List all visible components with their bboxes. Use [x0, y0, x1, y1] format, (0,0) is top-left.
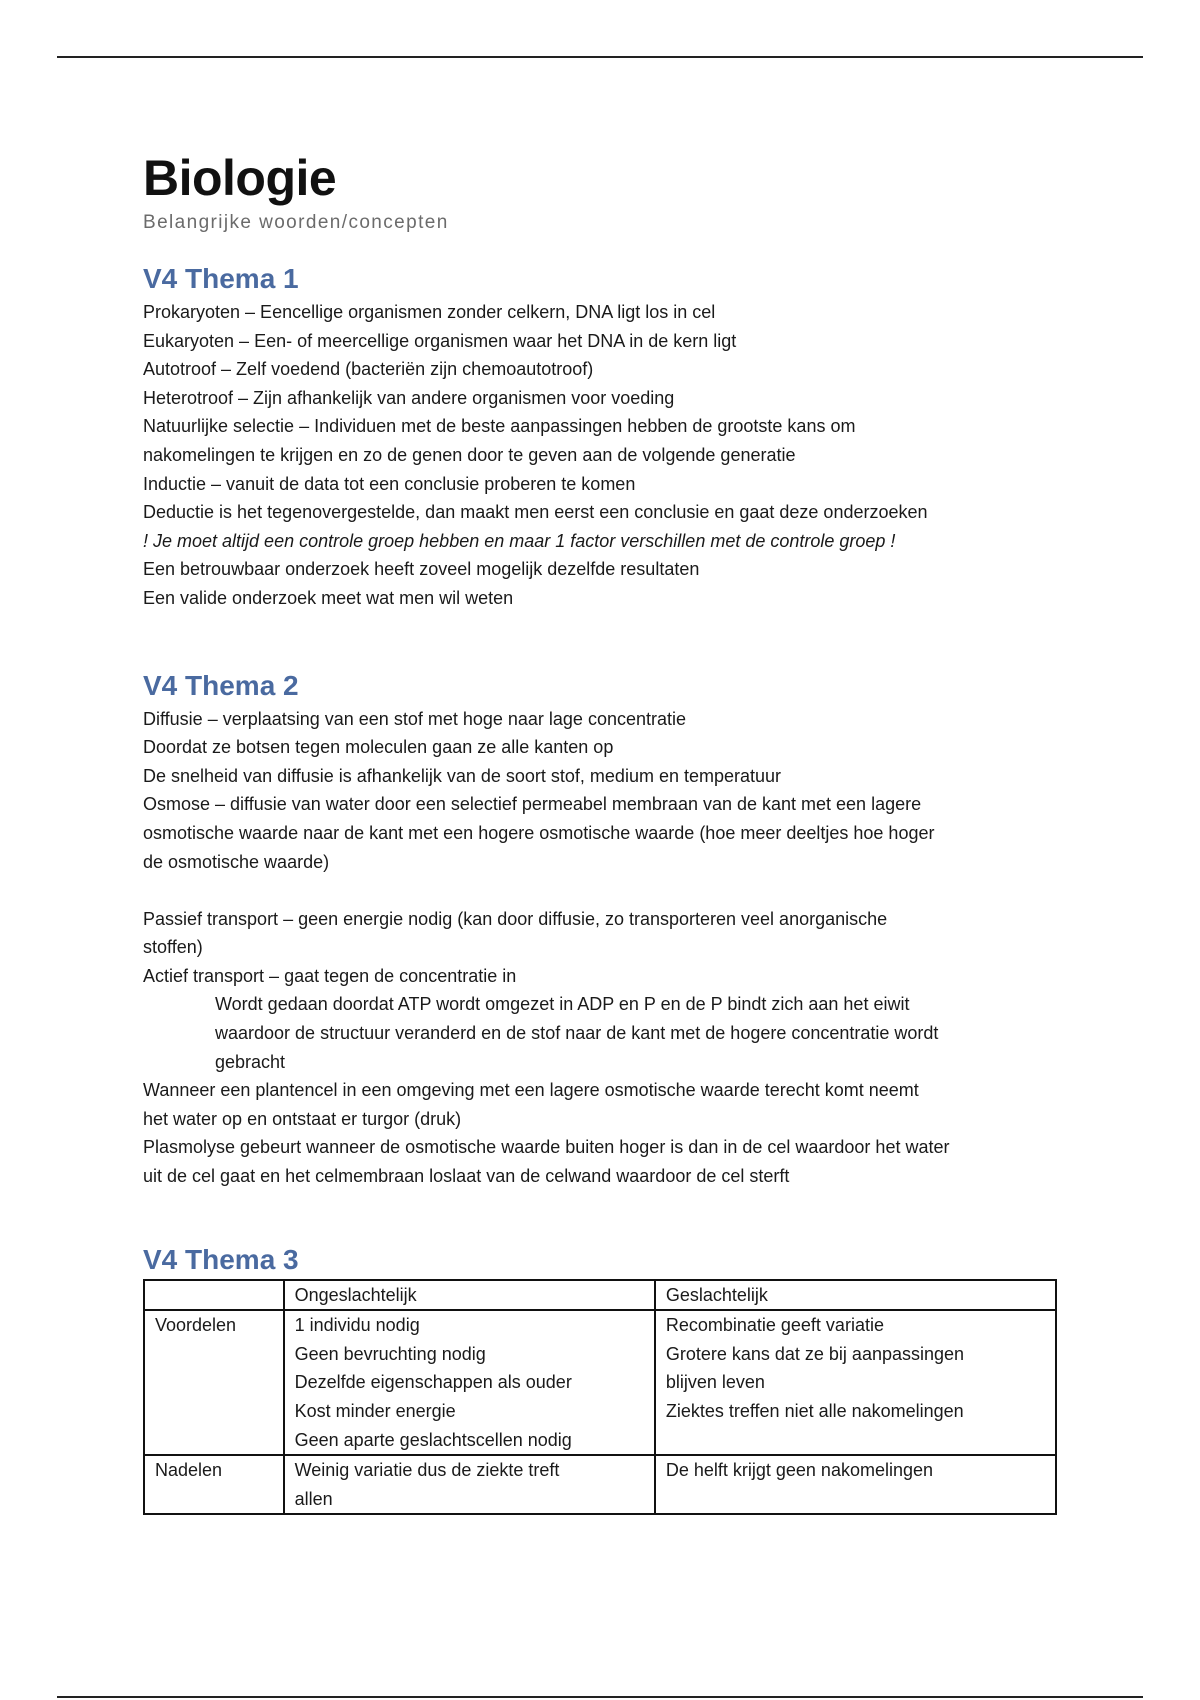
text-line: Osmose – diffusie van water door een selectief permeabel membraan van de kant met een lagere: [143, 794, 922, 815]
table-row-nadelen: [144, 1455, 1056, 1514]
text-line: nakomelingen te krijgen en zo de genen door te geven aan de volgende generatie: [143, 444, 796, 465]
thema-2-heading: V4 Thema 2: [143, 669, 299, 701]
table-row-voordelen: [144, 1310, 1056, 1455]
comparison-table: [143, 1279, 1057, 1516]
cell-line: Kost minder energie: [294, 1401, 456, 1421]
text-line: Heterotroof – Zijn afhankelijk van andere organismen voor voeding: [143, 387, 675, 408]
cell-line: Recombinatie geeft variatie: [665, 1315, 884, 1336]
table-cell: [655, 1455, 1056, 1514]
cell-line: Weinig variatie dus de ziekte treft: [294, 1460, 560, 1481]
text-line: Deductie is het tegenovergestelde, dan maakt men eerst een conclusie en gaat deze onderzoeken: [143, 502, 928, 523]
thema-1-heading: V4 Thema 1: [143, 263, 299, 294]
text-line: Passief transport – geen energie nodig (kan door diffusie, zo transporteren veel anorganische: [143, 908, 888, 929]
text-line: uit de cel gaat en het celmembraan loslaat van de celwand waardoor de cel sterft: [143, 1166, 790, 1187]
text-line: Prokaryoten – Eencellige organismen zonder celkern, DNA ligt los in cel: [143, 302, 716, 322]
text-line: stoffen): [143, 937, 203, 958]
text-line: De snelheid van diffusie is afhankelijk van de soort stof, medium en temperatuur: [143, 765, 782, 786]
text-line: Wanneer een plantencel in een omgeving met een lagere osmotische waarde terecht komt neemt: [143, 1080, 919, 1101]
table-header-row: [144, 1280, 1056, 1311]
cell-line: Geen bevruchting nodig: [294, 1343, 486, 1364]
cell-line: Grotere kans dat ze bij aanpassingen: [665, 1343, 965, 1364]
text-line: Actief transport – gaat tegen de concentratie in: [143, 965, 517, 986]
text-line: het water op en ontstaat er turgor (druk): [143, 1108, 462, 1129]
cell-line: allen: [294, 1488, 333, 1509]
indented-line: waardoor de structuur veranderd en de stof naar de kant met de hogere concentratie wordt: [215, 1023, 939, 1044]
cell-line: De helft krijgt geen nakomelingen: [665, 1460, 934, 1481]
text-line: de osmotische waarde): [143, 851, 330, 872]
indented-line: gebracht: [215, 1051, 286, 1072]
bottom-rule: [57, 1696, 1143, 1698]
table-header-empty: [144, 1280, 284, 1311]
cell-line: Geen aparte geslachtscellen nodig: [294, 1429, 572, 1450]
cell-line: Dezelfde eigenschappen als ouder: [294, 1372, 572, 1393]
text-line: Plasmolyse gebeurt wanneer de osmotische waarde buiten hoger is dan in de cel waardoor het water: [143, 1137, 950, 1158]
document-title: Biologie: [143, 150, 337, 206]
table-cell: [284, 1455, 655, 1514]
top-rule: [57, 56, 1143, 58]
text-line: osmotische waarde naar de kant met een hogere osmotische waarde (hoe meer deeltjes hoe hoger: [143, 822, 935, 843]
text-line: Natuurlijke selectie – Individuen met de beste aanpassingen hebben de grootste kans om: [143, 416, 856, 437]
document-subtitle: Belangrijke woorden/concepten: [143, 212, 449, 233]
text-line: Diffusie – verplaatsing van een stof met hoge naar lage concentratie: [143, 708, 687, 729]
row-label: Voordelen: [144, 1310, 284, 1455]
text-line: Een valide onderzoek meet wat men wil weten: [143, 587, 514, 608]
text-line: Een betrouwbaar onderzoek heeft zoveel mogelijk dezelfde resultaten: [143, 559, 700, 580]
table-cell: [655, 1310, 1056, 1455]
row-label: Nadelen: [144, 1455, 284, 1514]
thema-2-content: [143, 705, 1063, 1191]
table-header-geslachtelijk: Geslachtelijk: [655, 1280, 1056, 1311]
text-line: Eukaryoten – Een- of meercellige organismen waar het DNA in de kern ligt: [143, 330, 737, 351]
cell-line: 1 individu nodig: [294, 1315, 420, 1336]
indented-line: Wordt gedaan doordat ATP wordt omgezet in ADP en P en de P bindt zich aan het eiwit: [215, 994, 910, 1015]
paragraph-spacer: [143, 876, 1063, 905]
table-cell: [284, 1310, 655, 1455]
warning-line: ! Je moet altijd een controle groep hebben en maar 1 factor verschillen met de controle groep !: [143, 530, 896, 551]
cell-line: Ziektes treffen niet alle nakomelingen: [665, 1401, 964, 1421]
cell-line: blijven leven: [665, 1372, 765, 1393]
text-line: Autotroof – Zelf voedend (bacteriën zijn chemoautotroof): [143, 359, 594, 380]
document-page: [143, 150, 1063, 1515]
text-line: Inductie – vanuit de data tot een conclusie proberen te komen: [143, 473, 636, 494]
table-header-ongeslachtelijk: Ongeslachtelijk: [284, 1280, 655, 1311]
text-line: Doordat ze botsen tegen moleculen gaan ze alle kanten op: [143, 737, 614, 758]
thema-1-content: [143, 298, 1063, 613]
thema-3-heading: V4 Thema 3: [143, 1243, 299, 1275]
